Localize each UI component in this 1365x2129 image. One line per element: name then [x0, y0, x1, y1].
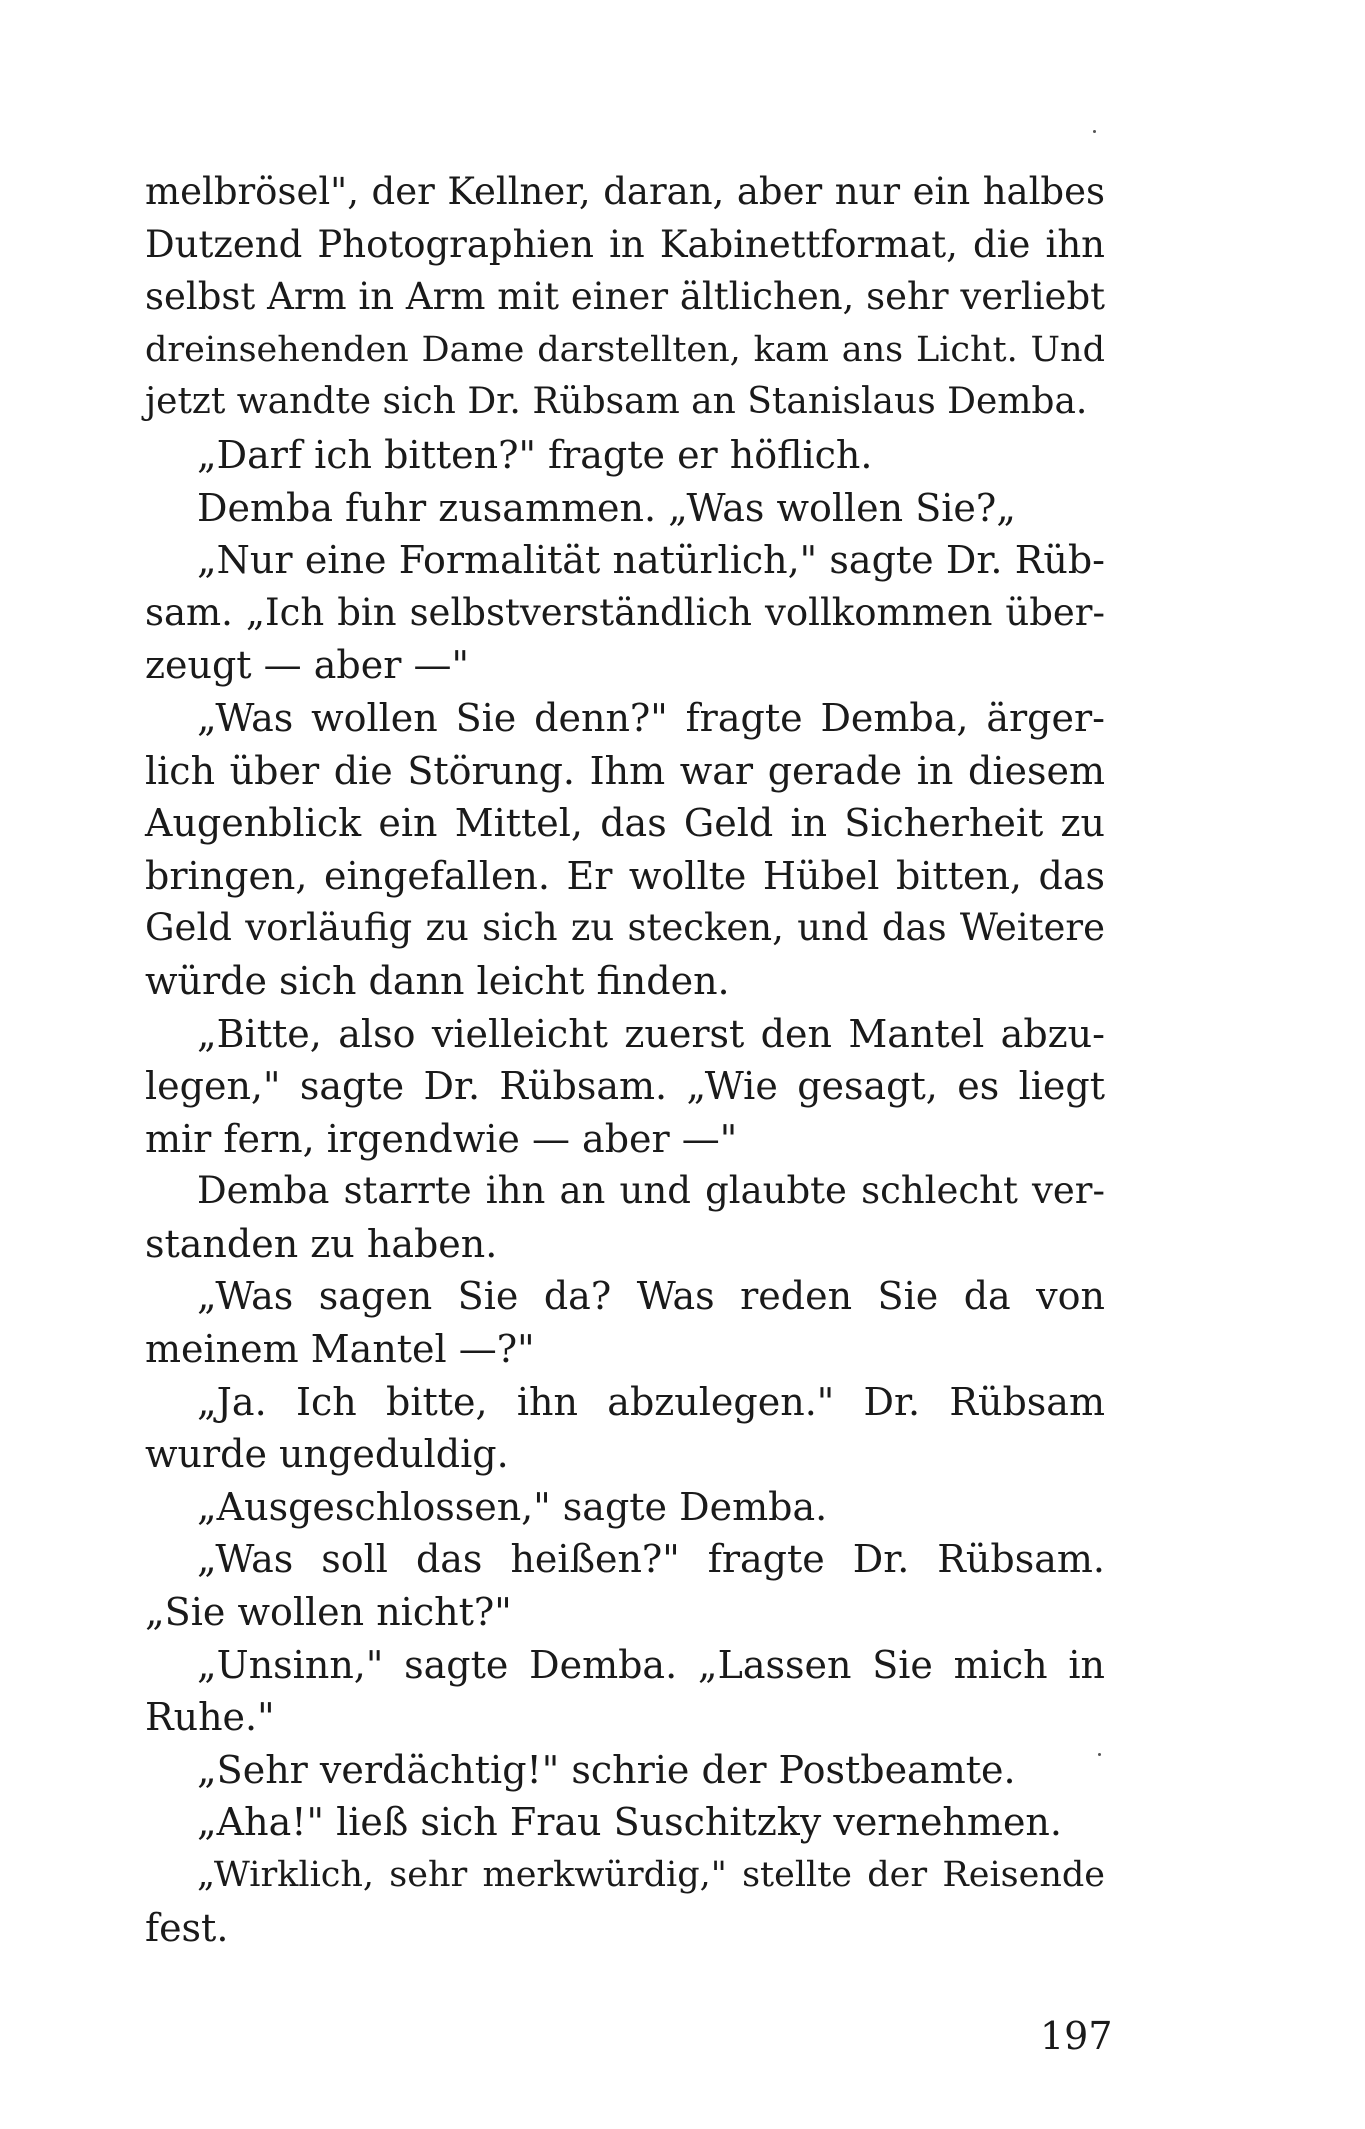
body-text [145, 166, 1105, 1954]
text-line: lich über die Störung. Ihm war gerade in diesem [145, 748, 1105, 793]
text-line: würde sich dann leicht finden. [145, 958, 730, 1003]
print-speck [1093, 130, 1096, 133]
text-line: sam. „Ich bin selbstverständlich vollkommen über- [145, 590, 1105, 634]
text-line: „Unsinn," sagte Demba. „Lassen Sie mich in [197, 1642, 1105, 1687]
text-line: Ruhe." [145, 1695, 275, 1740]
text-line: „Was sagen Sie da? Was reden Sie da von [197, 1274, 1105, 1319]
text-line: melbrösel", der Kellner, daran, aber nur ein halbes [145, 170, 1105, 213]
text-line: „Was wollen Sie denn?" fragte Demba, ärger- [197, 695, 1105, 740]
text-line: „Nur eine Formalität natürlich," sagte Dr. Rüb- [197, 538, 1105, 583]
text-line: jetzt wandte sich Dr. Rübsam an Stanislaus Demba. [145, 381, 1088, 423]
text-line: standen zu haben. [145, 1221, 498, 1266]
text-line: Demba fuhr zusammen. „Was wollen Sie?„ [197, 485, 1016, 530]
text-line: selbst Arm in Arm mit einer ältlichen, sehr verliebt [145, 275, 1105, 319]
text-line: „Aha!" ließ sich Frau Suschitzky vernehmen. [197, 1800, 1062, 1845]
text-line: „Sehr verdächtig!" schrie der Postbeamte. [197, 1747, 1016, 1792]
text-line: mir fern, irgendwie — aber —" [145, 1116, 738, 1161]
text-line: „Wirklich, sehr merkwürdig," stellte der Reisende [197, 1855, 1105, 1895]
text-line: „Bitte, also vielleicht zuerst den Mantel abzu- [197, 1011, 1105, 1056]
page-number: 197 [1040, 2014, 1113, 2058]
text-line: „Darf ich bitten?" fragte er höflich. [197, 432, 873, 477]
text-line: fest. [145, 1905, 229, 1950]
text-line: zeugt — aber —" [145, 643, 469, 688]
text-line: „Sie wollen nicht?" [145, 1590, 512, 1635]
text-line: „Was soll das heißen?" fragte Dr. Rübsam. [197, 1537, 1105, 1582]
text-line: meinem Mantel —?" [145, 1327, 535, 1372]
text-line: dreinsehenden Dame darstellten, kam ans Licht. Und [145, 329, 1105, 370]
text-line: bringen, eingefallen. Er wollte Hübel bitten, das [145, 853, 1105, 898]
text-line: „Ausgeschlossen," sagte Demba. [197, 1484, 828, 1529]
text-line: „Ja. Ich bitte, ihn abzulegen." Dr. Rübsam [197, 1379, 1105, 1424]
text-line: wurde ungeduldig. [145, 1432, 509, 1477]
text-line: Demba starrte ihn an und glaubte schlecht ver- [197, 1169, 1105, 1213]
print-speck [1098, 1753, 1101, 1756]
text-line: Augenblick ein Mittel, das Geld in Sicherheit zu [145, 801, 1105, 846]
text-line: Geld vorläufig zu sich zu stecken, und das Weitere [145, 906, 1105, 950]
text-line: Dutzend Photographien in Kabinettformat, die ihn [145, 222, 1105, 266]
text-line: legen," sagte Dr. Rübsam. „Wie gesagt, es liegt [145, 1064, 1105, 1109]
